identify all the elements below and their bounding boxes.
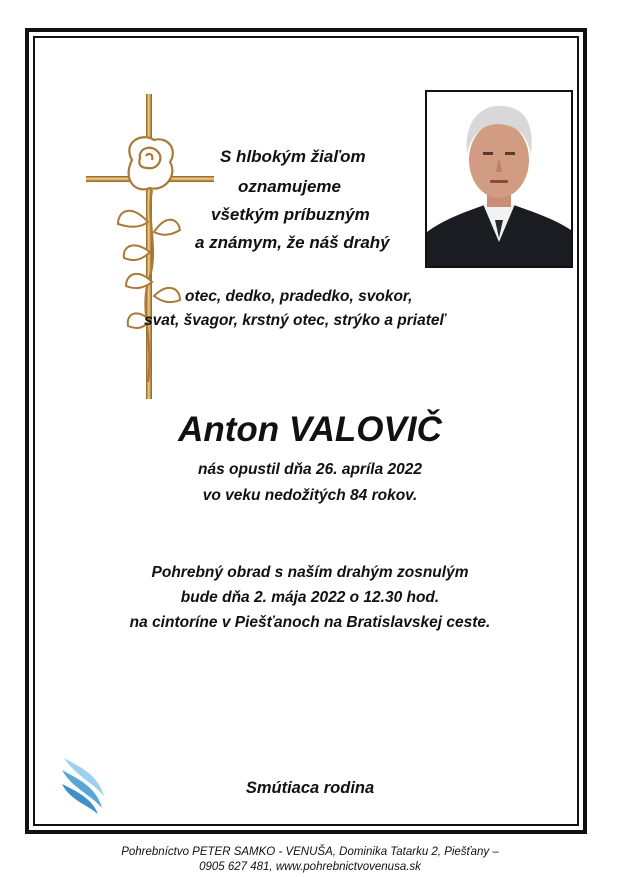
footer-line-2: 0905 627 481, www.pohrebnictvovenusa.sk: [199, 861, 421, 873]
relations-line-2: svat, švagor, krstný otec, strýko a priateľ: [144, 312, 446, 329]
intro-line-1: S hlbokým žiaľom: [220, 147, 366, 166]
intro-line-3: všetkým príbuzným: [211, 205, 370, 224]
funeral-line-1: Pohrebný obrad s naším drahým zosnulým: [151, 564, 469, 581]
deceased-name: Anton VALOVIČ: [178, 410, 442, 449]
death-date-line: nás opustil dňa 26. apríla 2022: [198, 461, 422, 478]
funeral-line-2: bude dňa 2. mája 2022 o 12.30 hod.: [180, 589, 440, 606]
family-signature: Smútiaca rodina: [245, 779, 375, 797]
portrait-image: [427, 92, 571, 266]
relations-line-1: otec, dedko, pradedko, svokor,: [185, 288, 413, 305]
age-line: vo veku nedožitých 84 rokov.: [202, 487, 418, 504]
funeral-line-3: na cintoríne v Piešťanoch na Bratislavskej ceste.: [129, 614, 491, 631]
intro-line-4: a známym, že náš drahý: [195, 233, 390, 252]
footer-line-1: Pohrebníctvo PETER SAMKO - VENUŠA, Dominika Tatarku 2, Piešťany –: [121, 846, 499, 858]
intro-line-2: oznamujeme: [238, 177, 341, 196]
portrait-photo: [425, 90, 573, 268]
